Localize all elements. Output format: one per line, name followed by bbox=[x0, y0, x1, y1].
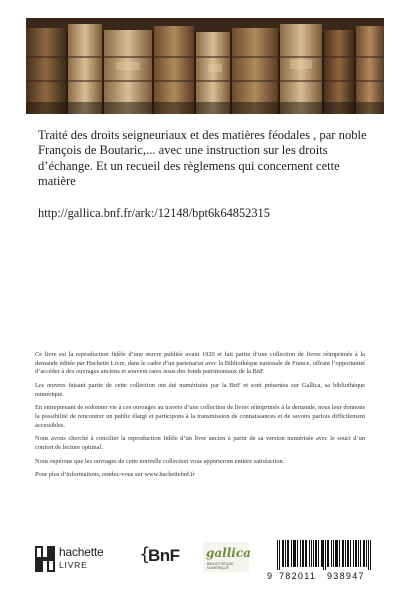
barcode-bar bbox=[336, 540, 337, 567]
barcode-bar bbox=[342, 540, 343, 567]
barcode-bar bbox=[345, 540, 346, 567]
barcode-bar bbox=[279, 540, 280, 570]
bnf-brace-icon: { bbox=[139, 544, 151, 565]
barcode-bar bbox=[294, 540, 295, 567]
barcode-bar bbox=[285, 540, 286, 567]
isbn-barcode bbox=[267, 540, 379, 582]
gallica-name: gallica bbox=[206, 546, 251, 560]
barcode-bar bbox=[360, 540, 361, 567]
barcode-bar bbox=[311, 540, 312, 567]
barcode-bar bbox=[358, 540, 359, 567]
barcode-bar bbox=[282, 540, 283, 567]
gallica-url: http://gallica.bnf.fr/ark:/12148/bpt6k64852315 bbox=[38, 206, 270, 220]
paragraph: Nous avons cherché à concilier la reproduction fidèle d’un livre ancien à partir de sa version numérisée avec le souci d’un confort de lecture optimal. bbox=[35, 435, 365, 451]
gallica-logo bbox=[203, 542, 255, 576]
barcode-bar bbox=[293, 540, 294, 567]
barcode-bar bbox=[335, 540, 336, 567]
bnf-logo bbox=[139, 546, 185, 570]
barcode-bar bbox=[364, 540, 365, 567]
book-title: Traité des droits seigneuriaux et des matières féodales , par noble François de Boutaric,... avec une instruction sur les droits d’échange. Et un recueil des règlemens qui concernent cette matière bbox=[38, 128, 367, 189]
barcode-bar bbox=[333, 540, 334, 567]
bnf-name: BnF bbox=[148, 546, 180, 565]
barcode-bar bbox=[300, 540, 301, 567]
paragraph: En entreprenant de redonner vie à ces ouvrages au travers d’une collection de livres réimprimés à la demande, nous leur donnons la possibilité de rencontrer un public élargi et participons à la transmission de connaissances et de savoirs parfois difficilement accessibles. bbox=[35, 404, 365, 429]
barcode-bar bbox=[318, 540, 319, 567]
paragraph: Ce livre est la reproduction fidèle d’une œuvre publiée avant 1920 et fait partie d’une collection de livres réimprimés à la demande éditée par Hachette Livre, dans le cadre d’un partenariat avec la Bibliothèque nationale de France, offrant l’opportunité d’accéder à des ouvrages anciens et souvent rares issus des fonds patrimoniaux de la BnF. bbox=[35, 351, 365, 376]
barcode-bar bbox=[295, 540, 296, 567]
barcode-bar bbox=[302, 540, 303, 567]
barcode-bar bbox=[297, 540, 298, 567]
barcode-bar bbox=[313, 540, 314, 567]
footer-logos bbox=[35, 540, 375, 582]
barcode-bar bbox=[331, 540, 332, 567]
paragraph: Pour plus d’informations, rendez-vous sur www.hachettebnf.fr bbox=[35, 471, 196, 479]
hachette-livre-logo bbox=[35, 544, 119, 574]
barcode-bar bbox=[316, 540, 317, 567]
barcode-left-digits: 782011 bbox=[279, 571, 317, 581]
hachette-mark-icon bbox=[35, 546, 55, 572]
barcode-bar bbox=[355, 540, 356, 567]
barcode-bar bbox=[322, 540, 323, 567]
barcode-bar bbox=[343, 540, 344, 567]
description-text bbox=[35, 351, 365, 485]
barcode-bar bbox=[306, 540, 307, 567]
barcode-bar bbox=[350, 540, 351, 567]
barcode-bar bbox=[283, 540, 284, 567]
barcode-bar bbox=[323, 540, 324, 570]
barcode-bar bbox=[368, 540, 369, 570]
paragraph: Les œuvres faisant partie de cette collection ont été numérisées par la BnF et sont présentes sur Gallica, sa bibliothèque numérique. bbox=[35, 381, 365, 398]
gallica-sub: BIBLIOTHÈQUE NUMÉRIQUE bbox=[207, 562, 234, 570]
book-spines-image bbox=[26, 18, 384, 114]
barcode-right-digits: 938947 bbox=[327, 571, 365, 581]
barcode-bar bbox=[309, 540, 310, 567]
barcode-bar bbox=[327, 540, 328, 567]
barcode-bars bbox=[277, 540, 373, 570]
barcode-bar bbox=[353, 540, 354, 567]
barcode-bar bbox=[321, 540, 322, 567]
barcode-bar bbox=[277, 540, 278, 570]
barcode-bar bbox=[315, 540, 316, 567]
barcode-bar bbox=[288, 540, 289, 567]
hachette-sub: LIVRE bbox=[59, 560, 88, 570]
barcode-bar bbox=[363, 540, 364, 567]
barcode-bar bbox=[347, 540, 348, 567]
barcode-bar bbox=[287, 540, 288, 567]
barcode-bar bbox=[305, 540, 306, 567]
barcode-first-digit: 9 bbox=[267, 571, 273, 581]
barcode-bar bbox=[325, 540, 326, 570]
barcode-bar bbox=[348, 540, 349, 567]
paragraph: Nous espérons que les ouvrages de cette nouvelle collection vous apporteront entière satisfaction. bbox=[35, 457, 285, 465]
barcode-bar bbox=[370, 540, 371, 570]
hachette-name: hachette bbox=[59, 545, 104, 559]
barcode-bar bbox=[337, 540, 338, 567]
barcode-bar bbox=[339, 540, 340, 567]
barcode-bar bbox=[366, 540, 367, 567]
barcode-bar bbox=[303, 540, 304, 567]
barcode-bar bbox=[356, 540, 357, 567]
barcode-bar bbox=[328, 540, 329, 567]
barcode-bar bbox=[291, 540, 292, 567]
